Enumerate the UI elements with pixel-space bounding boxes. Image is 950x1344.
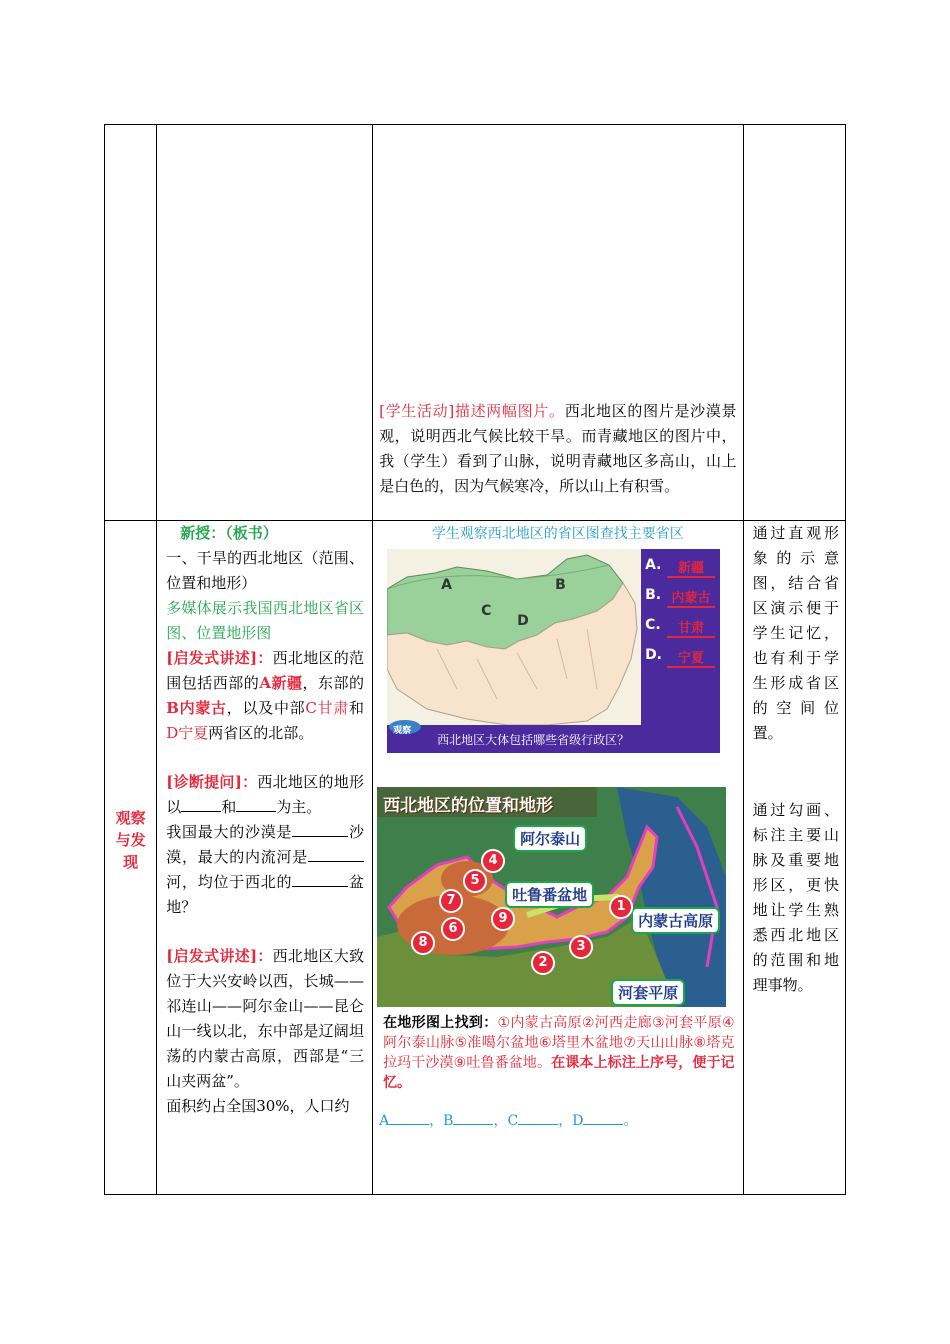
map-number: 5	[463, 869, 487, 893]
region-neimenggu: B内蒙古	[166, 699, 227, 717]
lecture-text: 和	[349, 699, 365, 717]
province-fill-blanks	[379, 1111, 743, 1131]
map-letter: D	[517, 613, 529, 629]
answer-letter: C.	[645, 617, 661, 633]
section-cell	[105, 125, 157, 521]
map-number: 7	[439, 889, 463, 913]
lecture-tag: [启发式讲述]：	[166, 649, 273, 667]
question-text: 沙漠，最大的内流河是	[166, 823, 365, 866]
lecture-1	[166, 646, 364, 746]
design-intent-cell	[743, 521, 845, 1195]
fill-blank[interactable]	[583, 1124, 623, 1125]
answer-letter: D.	[645, 647, 663, 663]
student-activity-cell	[373, 521, 744, 1195]
fill-letter: ，B	[429, 1113, 454, 1129]
answer-name: 甘肃	[667, 617, 715, 638]
map-exercise	[383, 1013, 735, 1093]
answer-blank[interactable]	[236, 811, 276, 812]
activity-tag: [学生活动]描述两幅图片。	[379, 402, 565, 420]
map-number: 6	[441, 917, 465, 941]
lecture-text: 西北地区大致位于大兴安岭以西，长城——祁连山——阿尔金山——昆仑山一线以北，东中部是辽阔坦荡的内蒙古高原，西部是“三山夹两盆”。	[166, 947, 365, 1090]
lecture-text: 两省区的北部。	[208, 724, 314, 742]
region-xinjiang: A新疆	[259, 674, 303, 692]
fill-blank[interactable]	[389, 1124, 429, 1125]
lesson-plan-table	[104, 124, 846, 1195]
activity-description: 西北地区的图片是沙漠景观，说明西北气候比较干旱。而青藏地区的图片中，我（学生）看到了山脉，说明青藏地区多高山，山上是白色的，因为气候寒冷，所以山上有积雪。	[379, 402, 737, 495]
map-number: 3	[569, 935, 593, 959]
student-activity-text	[379, 399, 737, 499]
answer-name: 新疆	[667, 557, 715, 578]
section-label: 观察与发现	[115, 808, 146, 871]
diagnostic-question-2	[166, 820, 364, 920]
map-callout: 内蒙古高原	[631, 907, 720, 934]
fill-letter: A	[379, 1113, 390, 1129]
answer-letter: A.	[645, 557, 662, 573]
answer-name: 宁夏	[667, 647, 715, 668]
map-number: 8	[411, 931, 435, 955]
region-gansu: C甘肃	[305, 699, 350, 717]
design-intent-2: 通过勾画、标注主要山脉及重要地形区，更快地让学生熟悉西北地区的范围和地理事物。	[752, 801, 839, 994]
lecture-tag: [启发式讲述]：	[166, 947, 273, 965]
exercise-items: ①内蒙古高原②河西走廊③河套平原④阿尔泰山脉⑤准噶尔盆地⑥塔里木盆地⑦天山山脉⑧塔克拉玛干沙漠⑨吐鲁番盆地。	[383, 1015, 735, 1071]
question-text: 我国最大的沙漠是	[166, 823, 293, 841]
lecture-2-tail: 面积约占全国30%，人口约	[166, 1097, 350, 1115]
answer-blank[interactable]	[181, 811, 221, 812]
map-question: 西北地区大体包括哪些省级行政区？	[437, 733, 630, 747]
table-row	[105, 125, 846, 521]
design-intent-1: 通过直观形象的示意图，结合省区演示便于学生记忆，也有利于学生形成省区的空间位置。	[752, 524, 839, 742]
question-text: 盆地？	[166, 873, 365, 916]
fill-letter: ，C	[493, 1113, 519, 1129]
fill-blank[interactable]	[453, 1124, 493, 1125]
fill-blank[interactable]	[518, 1124, 558, 1125]
map-letter: C	[481, 603, 492, 619]
section-cell	[105, 521, 157, 1195]
answer-blank[interactable]	[292, 886, 318, 887]
map-number: 1	[609, 895, 633, 919]
map-number: 9	[491, 907, 515, 931]
teacher-activity-cell	[157, 521, 373, 1195]
map1-caption: 学生观察西北地区的省区图查找主要省区	[431, 526, 684, 542]
map-number: 4	[481, 849, 505, 873]
region-ningxia: D宁夏	[166, 724, 209, 742]
lecture-2	[166, 944, 364, 1094]
map-letter: A	[441, 577, 452, 593]
map-callout: 阿尔泰山	[513, 825, 587, 852]
new-lesson-label: 新授：（板书）	[180, 524, 278, 542]
diagnostic-question	[166, 770, 364, 820]
fill-letter: 。	[623, 1113, 638, 1129]
question-text: 西北地区的地形以	[166, 773, 365, 816]
question-text: 河，均位于西北的	[166, 873, 293, 891]
province-map	[387, 549, 720, 753]
map-callout: 河套平原	[611, 979, 685, 1006]
answer-blank[interactable]	[318, 886, 348, 887]
exercise-note: 在课本上标注上序号，便于记忆。	[383, 1055, 735, 1091]
question-text: 为主。	[276, 798, 322, 816]
map-number: 2	[531, 951, 555, 975]
map-callout: 吐鲁番盆地	[505, 881, 594, 908]
exercise-label: 在地形图上找到：	[383, 1015, 498, 1031]
student-activity-cell	[373, 125, 744, 521]
question-text: 和	[221, 798, 237, 816]
table-row	[105, 521, 846, 1195]
answer-name: 内蒙古	[667, 587, 715, 608]
lesson-heading: 一、干旱的西北地区（范围、位置和地形）	[166, 549, 365, 592]
lecture-text: 西北地区的范围包括西部的	[166, 649, 365, 692]
teacher-activity-cell	[157, 125, 373, 521]
answer-blank[interactable]	[308, 861, 334, 862]
lecture-text: ，东部的	[302, 674, 365, 692]
design-intent-cell	[743, 125, 845, 521]
map-stamp: 观察	[393, 726, 412, 736]
media-note: 多媒体展示我国西北地区省区图、位置地形图	[166, 599, 365, 642]
answer-blank[interactable]	[334, 861, 364, 862]
answer-letter: B.	[645, 587, 662, 603]
fill-letter: ，D	[558, 1113, 584, 1129]
terrain-map	[377, 787, 726, 1007]
map-letter: B	[555, 577, 566, 593]
terrain-map-title: 西北地区的位置和地形	[383, 796, 554, 816]
answer-blank[interactable]	[292, 836, 348, 837]
diagnostic-tag: [诊断提问]：	[166, 773, 258, 791]
lecture-text: ，以及中部	[226, 699, 306, 717]
